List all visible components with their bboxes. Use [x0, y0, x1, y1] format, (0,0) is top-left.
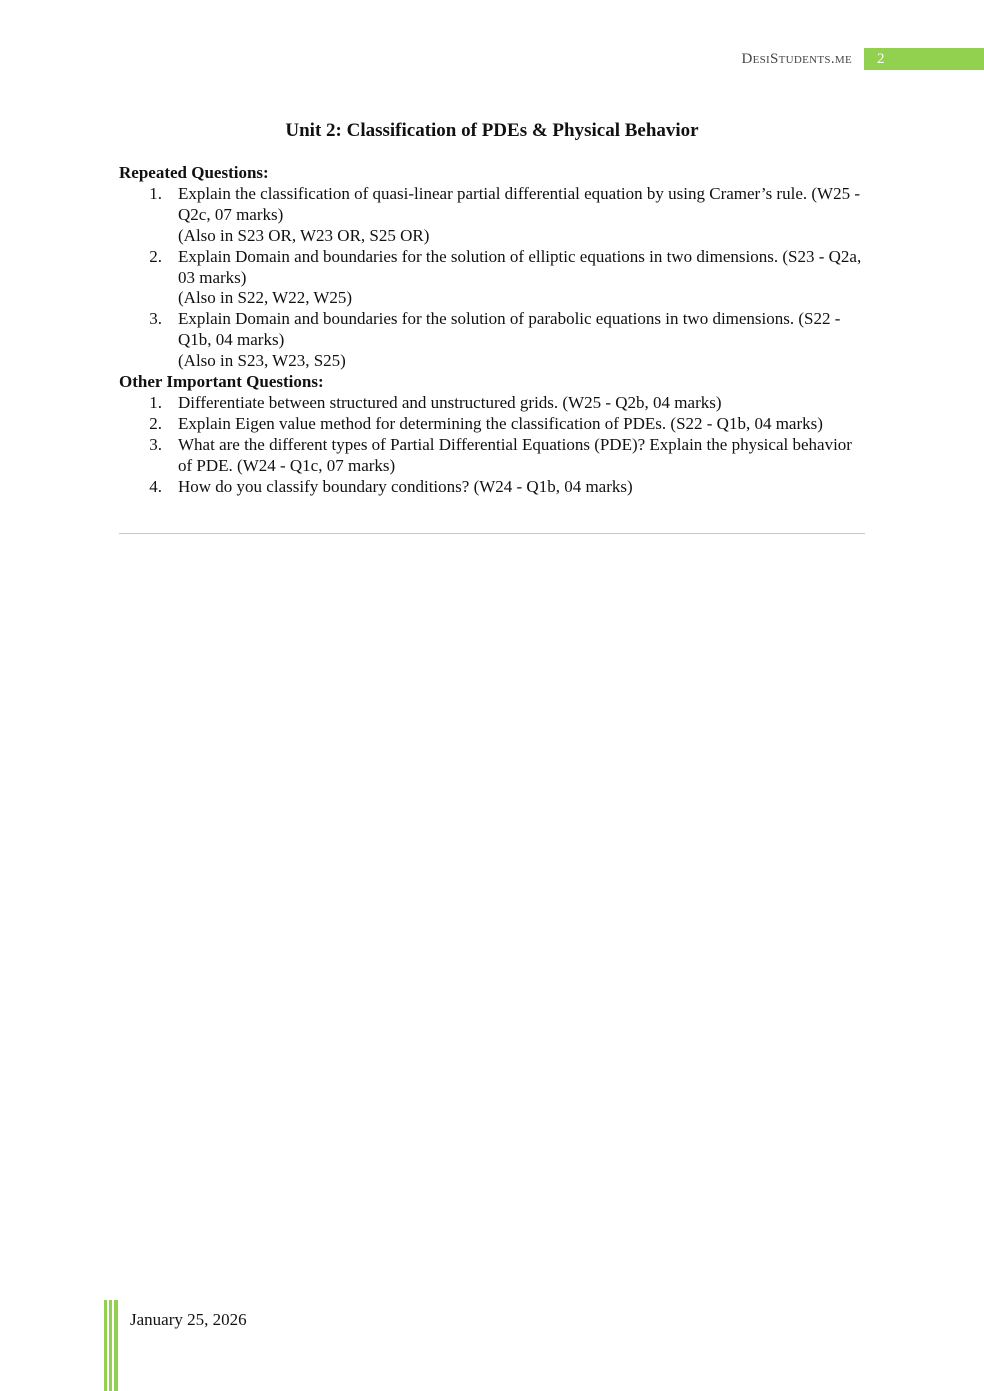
question-text: What are the different types of Partial Differential Equations (PDE)? Explain the physical behavior of PDE. (W24 - Q1c, 07 marks)	[178, 434, 852, 475]
question-text: How do you classify boundary conditions? (W24 - Q1b, 04 marks)	[178, 476, 633, 496]
footer-date: January 25, 2026	[130, 1310, 247, 1329]
list-item	[119, 184, 865, 247]
also-in-note: (Also in S22, W22, W25)	[178, 288, 353, 308]
list-item	[119, 247, 865, 310]
also-in-note: (Also in S23 OR, W23 OR, S25 OR)	[178, 225, 430, 245]
list-item	[119, 309, 865, 372]
repeated-questions-list	[119, 184, 865, 372]
other-questions-heading: Other Important Questions:	[119, 372, 324, 392]
footer-accent-bars	[104, 1300, 120, 1391]
question-text: Differentiate between structured and unstructured grids. (W25 - Q2b, 04 marks)	[178, 392, 722, 412]
site-name: DesiStudents.me	[741, 50, 852, 67]
other-questions-list	[119, 393, 865, 498]
document-title: Unit 2: Classification of PDEs & Physical Behavior	[285, 120, 699, 141]
content-body	[119, 163, 865, 498]
accent-bar	[109, 1300, 112, 1391]
also-in-note: (Also in S23, W23, S25)	[178, 351, 346, 371]
repeated-questions-heading: Repeated Questions:	[119, 163, 269, 182]
question-text: Explain the classification of quasi-linear partial differential equation by using Cramer’s rule. (W25 - Q2c, 07 marks)	[178, 183, 860, 224]
list-number: 1.	[149, 392, 162, 412]
question-text: Explain Domain and boundaries for the solution of parabolic equations in two dimensions. (S22 - Q1b, 04 marks)	[178, 309, 841, 350]
question-text: Explain Eigen value method for determining the classification of PDEs. (S22 - Q1b, 04 marks)	[178, 413, 823, 433]
accent-bar	[114, 1300, 118, 1391]
list-item	[119, 414, 865, 435]
list-item	[119, 435, 865, 477]
page-number-badge: 2	[864, 48, 984, 70]
question-text: Explain Domain and boundaries for the solution of elliptic equations in two dimensions. (S23 - Q2a, 03 marks)	[178, 246, 862, 287]
list-number: 3.	[149, 434, 162, 454]
section-divider	[119, 533, 865, 534]
list-number: 3.	[149, 309, 162, 329]
list-number: 4.	[149, 476, 162, 496]
list-item	[119, 477, 865, 498]
list-number: 2.	[149, 413, 162, 433]
page-header	[741, 48, 984, 70]
list-item	[119, 393, 865, 414]
list-number: 2.	[149, 246, 162, 266]
list-number: 1.	[149, 183, 162, 203]
accent-bar	[104, 1300, 107, 1391]
